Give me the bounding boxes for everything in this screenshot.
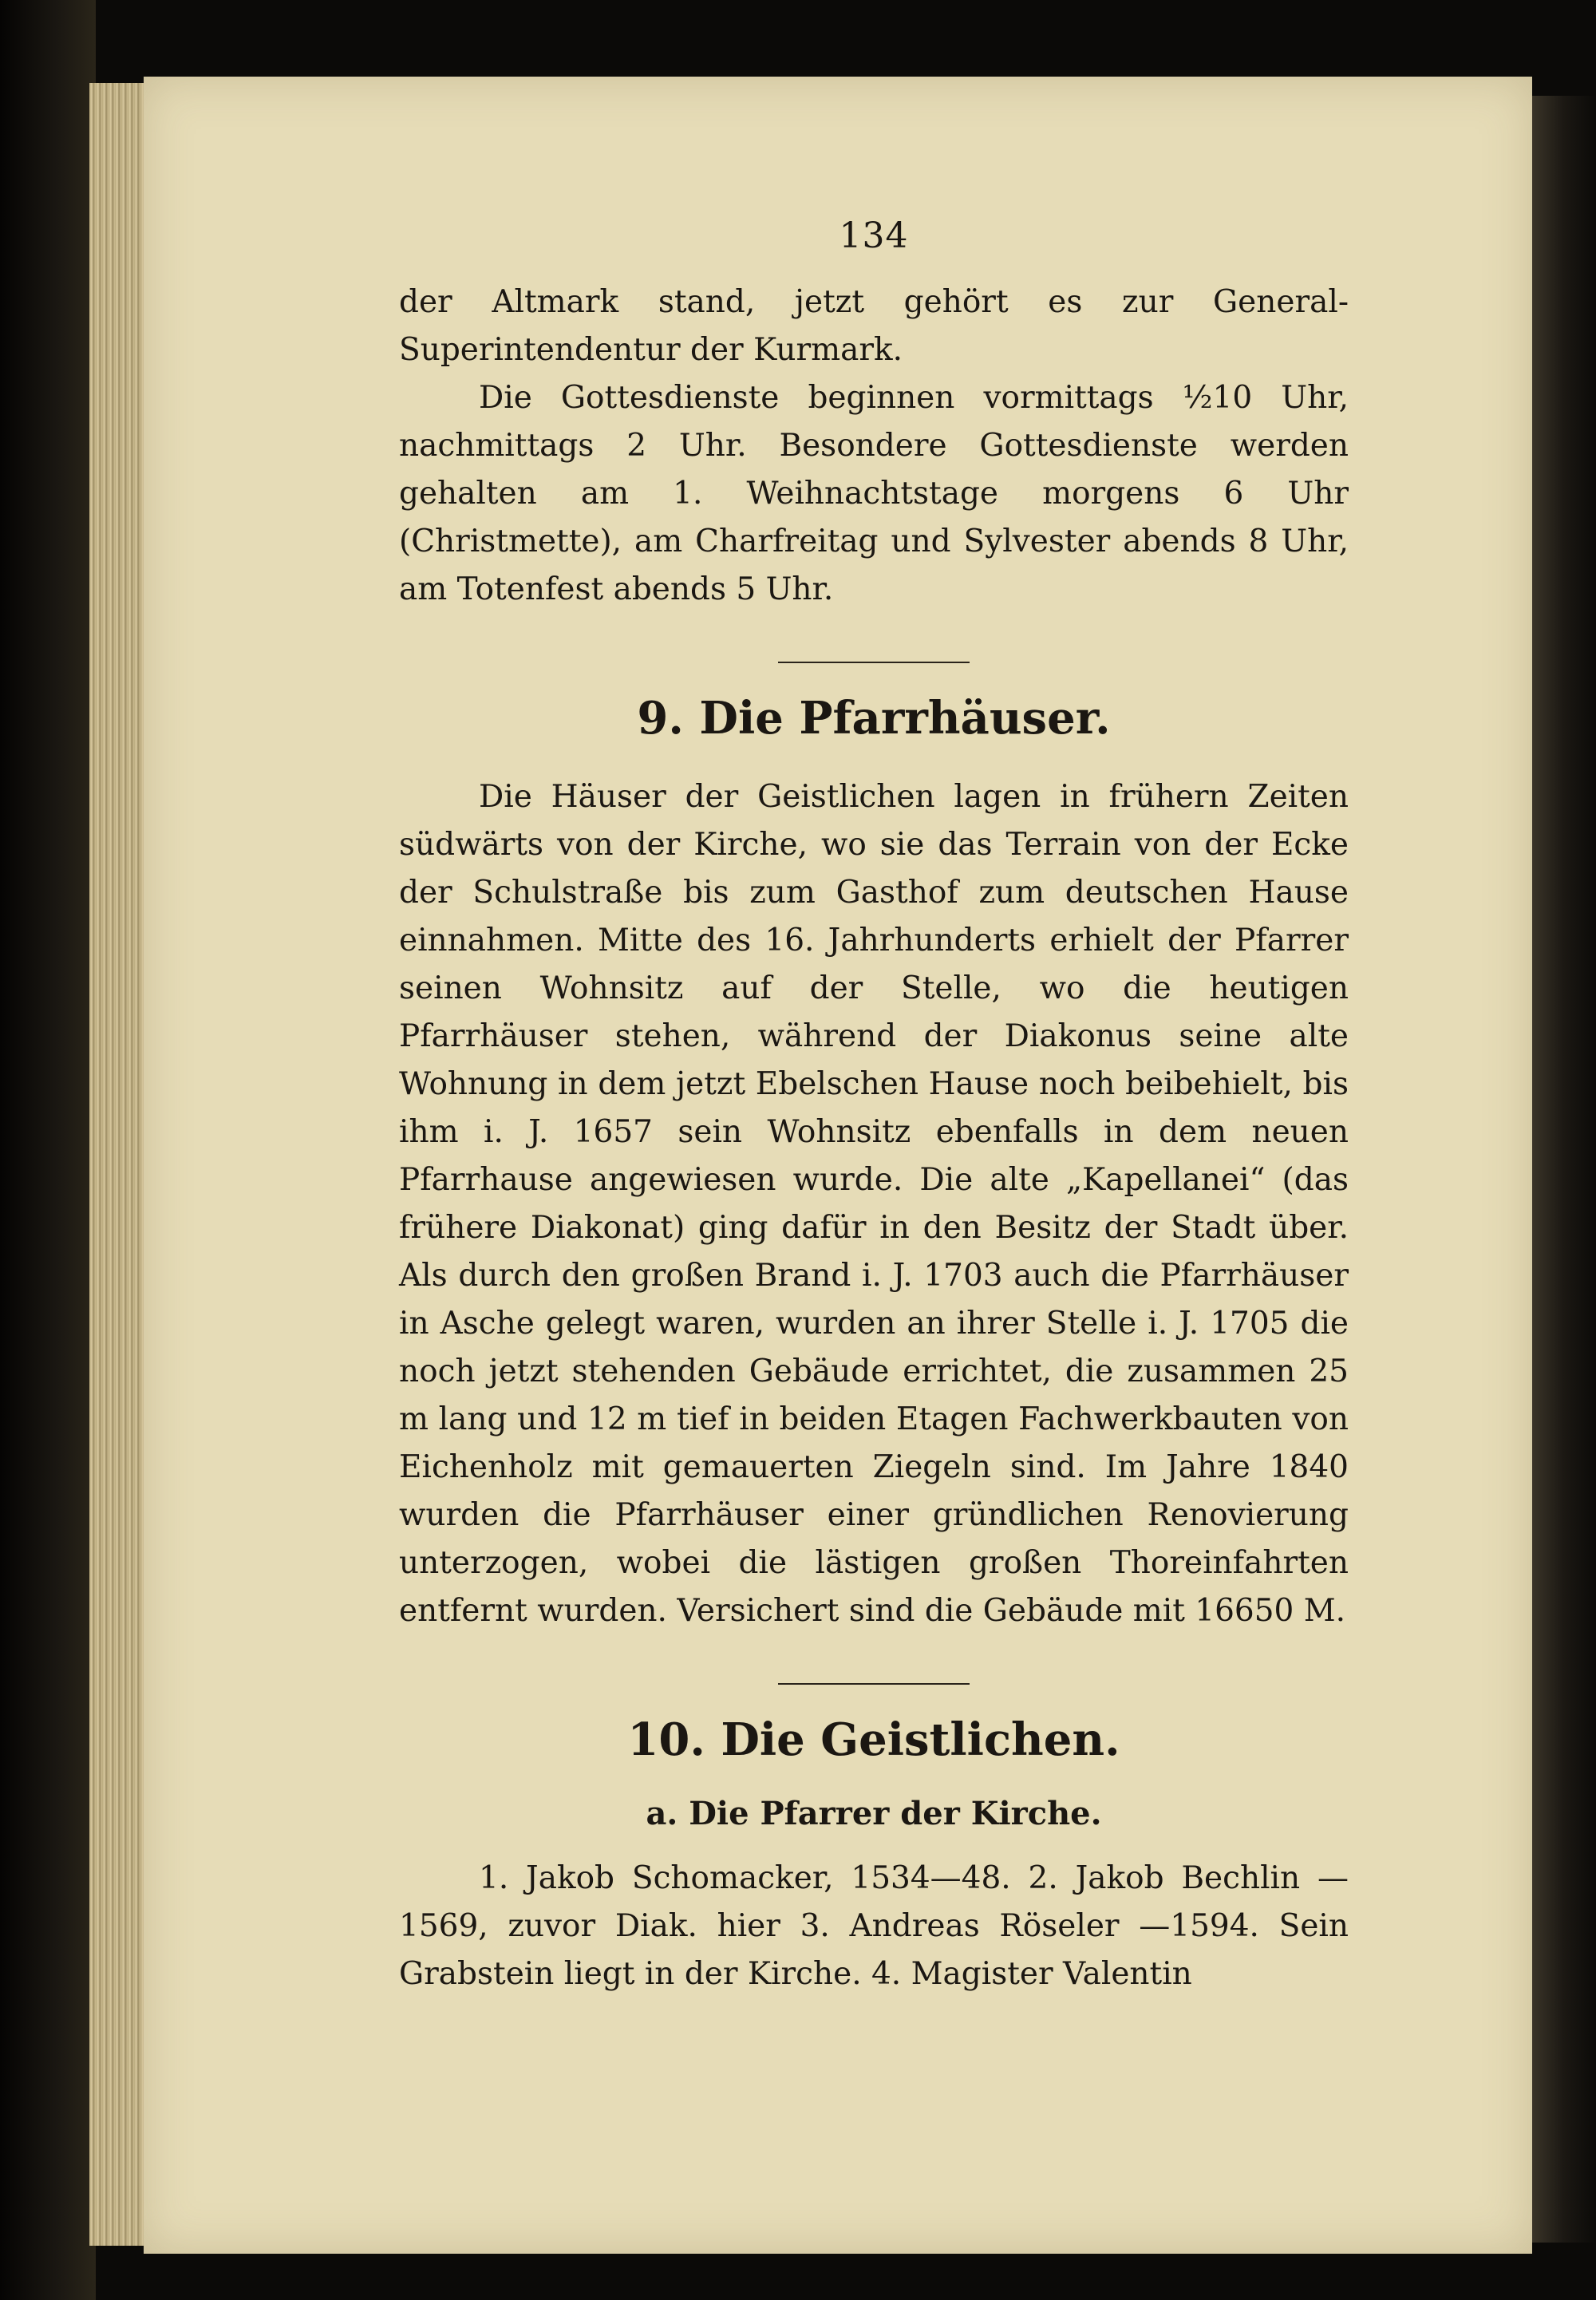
section-9-heading: 9. Die Pfarrhäuser. [637,692,1111,745]
page-number: 134 [839,215,909,256]
continued-paragraph: der Altmark stand, jetzt gehört es zur General-Superintendentur der Kurmark. [399,284,1349,368]
book-gutter-right [1532,96,1596,2243]
section-divider [778,662,970,663]
services-paragraph: Die Gottesdienste beginnen vormittags ½10 Uhr, nachmittags 2 Uhr. Besondere Gottesdienste werden gehalten am 1. Weihnachtstage morgens 6 Uhr (Christmette), am Charfreitag und Sylvester abends 8 Uhr, am Totenfest abends 5 Uhr. [399,380,1349,607]
section-10-heading: 10. Die Geistlichen. [627,1713,1120,1766]
section-10-body: 1. Jakob Schomacker, 1534—48. 2. Jakob Bechlin —1569, zuvor Diak. hier 3. Andreas Röseler —1594. Sein Grabstein liegt in der Kirche. 4. Magister Valentin [399,1860,1349,1992]
section-divider [778,1683,970,1685]
page-content [399,215,1349,1998]
book-cover-left [0,0,96,2300]
section-10-subheading: a. Die Pfarrer der Kirche. [646,1795,1102,1832]
section-9-body: Die Häuser der Geistlichen lagen in frühern Zeiten südwärts von der Kirche, wo sie das Terrain von der Ecke der Schulstraße bis zum Gasthof zum deutschen Hause einnahmen. Mitte des 16. Jahrhunderts erhielt der Pfarrer seinen Wohnsitz auf der Stelle, wo die heutigen Pfarrhäuser stehen, während der Diakonus seine alte Wohnung in dem jetzt Ebelschen Hause noch beibehielt, bis ihm i. J. 1657 sein Wohnsitz ebenfalls in dem neuen Pfarrhause angewiesen wurde. Die alte „Kapellanei“ (das frühere Diakonat) ging dafür in den Besitz der Stadt über. Als durch den großen Brand i. J. 1703 auch die Pfarrhäuser in Asche gelegt waren, wurden an ihrer Stelle i. J. 1705 die noch jetzt stehenden Gebäude errichtet, die zusammen 25 m lang und 12 m tief in beiden Etagen Fachwerkbauten von Eichenholz mit gemauerten Ziegeln sind. Im Jahre 1840 wurden die Pfarrhäuser einer gründlichen Renovierung unterzogen, wobei die lästigen großen Thoreinfahrten entfernt wurden. Versichert sind die Gebäude mit 16650 M. [399,779,1349,1629]
